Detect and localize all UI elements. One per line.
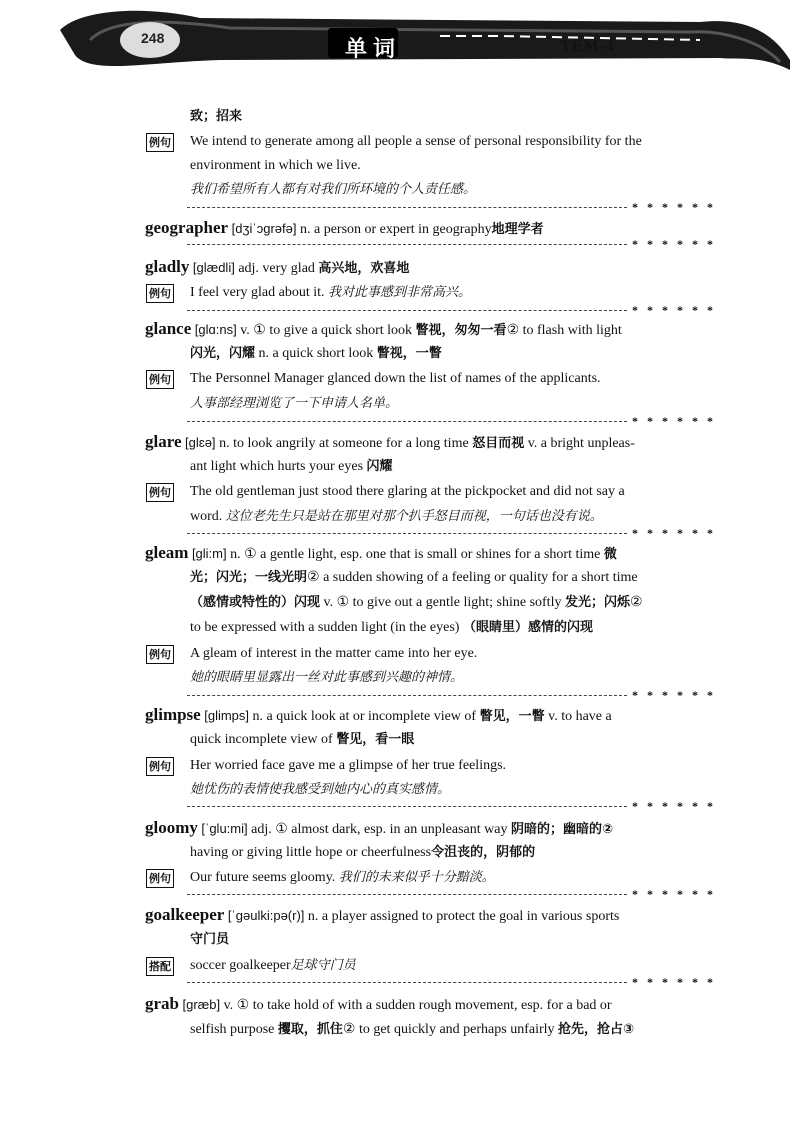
separator-stars: * * * * * * xyxy=(632,237,716,251)
definition-zh: 地理学者 xyxy=(491,222,544,237)
definition: adj. ① almost dark, esp. in an unpleasant way xyxy=(251,822,508,837)
example-badge: 例句 xyxy=(146,483,174,502)
headword: glare xyxy=(145,432,182,451)
definition-zh: 令沮丧的，阴郁的 xyxy=(431,845,536,860)
separator-stars: * * * * * * xyxy=(632,688,716,702)
example xyxy=(190,284,471,302)
example-en: I feel very glad about it. xyxy=(190,285,325,300)
entry-grab xyxy=(145,995,612,1015)
definition: v. ① to take hold of with a sudden rough movement, esp. for a bad or xyxy=(223,998,612,1013)
definition: selfish purpose xyxy=(190,1022,275,1037)
definition-zh: 微 xyxy=(603,547,617,562)
entry-gleam-cont xyxy=(190,619,593,637)
phonetic: [græb] xyxy=(182,997,221,1012)
phonetic: [glimps] xyxy=(204,708,250,723)
exam-tag: TEM-4 xyxy=(560,38,615,55)
collocation xyxy=(190,957,356,975)
entry-gladly xyxy=(145,258,409,278)
headword: glance xyxy=(145,319,192,338)
separator-line xyxy=(187,207,627,208)
collocation-zh: 足球守门员 xyxy=(290,958,356,973)
separator-stars: * * * * * * xyxy=(632,887,716,901)
definition-zh: 怒目而视 xyxy=(472,436,525,451)
phonetic: [glædli] xyxy=(192,260,235,275)
headword: gladly xyxy=(145,257,190,276)
separator-stars: * * * * * * xyxy=(632,975,716,989)
definition: quick incomplete view of xyxy=(190,732,333,747)
definition: to be expressed with a sudden light (in the eyes) xyxy=(190,620,460,635)
entry-glimpse xyxy=(145,706,612,726)
definition-zh: 瞥见，看一眼 xyxy=(336,732,415,747)
definition: ② xyxy=(629,595,643,610)
entry-gleam xyxy=(145,544,617,564)
separator-line xyxy=(187,806,627,807)
definition: v. to have a xyxy=(548,709,612,724)
definition-zh: 发光；闪烁 xyxy=(564,595,630,610)
entry-glance-cont xyxy=(190,345,442,363)
separator-stars: * * * * * * xyxy=(632,799,716,813)
definition: n. a person or expert in geography xyxy=(299,222,492,237)
phonetic: [gli:m] xyxy=(191,546,227,561)
example-badge: 例句 xyxy=(146,869,174,888)
page-header xyxy=(0,0,800,100)
separator-stars: * * * * * * xyxy=(632,414,716,428)
definition-zh: 攫取，抓住 xyxy=(277,1022,343,1037)
example-en: environment in which we live. xyxy=(190,158,361,173)
definition: ② to get quickly and perhaps unfairly xyxy=(342,1022,555,1037)
separator-stars: * * * * * * xyxy=(632,526,716,540)
example-en: word. xyxy=(190,509,223,524)
definition: ant light which hurts your eyes xyxy=(190,459,364,474)
definition-zh: 闪耀 xyxy=(366,459,393,474)
definition: ② a sudden showing of a feeling or quality for a short time xyxy=(307,570,638,585)
entry-goalkeeper xyxy=(145,906,619,926)
entry-glimpse-cont xyxy=(190,731,414,749)
definition-zh: 瞥视，匆匆一看 xyxy=(415,323,507,338)
entry-grab-cont xyxy=(190,1021,634,1039)
definition: n. a quick short look xyxy=(258,346,374,361)
phonetic: [glɑ:ns] xyxy=(194,322,237,337)
example-badge: 例句 xyxy=(146,370,174,389)
definition-zh: 抢先，抢占③ xyxy=(558,1022,635,1037)
headword: goalkeeper xyxy=(145,905,225,924)
example xyxy=(190,869,495,887)
example-en: Her worried face gave me a glimpse of her true feelings. xyxy=(190,758,507,773)
definition: v. a bright unpleas- xyxy=(527,436,635,451)
entry-gloomy xyxy=(145,819,613,839)
entry-gloomy-cont xyxy=(190,844,535,862)
collocation-en: soccer goalkeeper xyxy=(190,958,291,973)
definition-zh: 阴暗的；幽暗的② xyxy=(510,822,613,837)
definition: n. to look angrily at someone for a long time xyxy=(219,436,469,451)
collocation-badge: 搭配 xyxy=(146,957,174,976)
example-en: Our future seems gloomy. xyxy=(190,870,336,885)
definition: having or giving little hope or cheerfulness xyxy=(190,845,432,860)
definition: adj. very glad xyxy=(238,261,315,276)
example-en: We intend to generate among all people a sense of personal responsibility for the xyxy=(190,134,642,149)
separator-line xyxy=(187,894,627,895)
entry-geographer xyxy=(145,219,544,239)
separator-line xyxy=(187,695,627,696)
separator-line xyxy=(187,533,627,534)
definition-zh: 瞥见，一瞥 xyxy=(479,709,545,724)
definition-zh: 守门员 xyxy=(190,932,230,947)
definition: v. ① to give out a gentle light; shine softly xyxy=(323,595,562,610)
headword: geographer xyxy=(145,218,229,237)
definition-zh: 瞥视，一瞥 xyxy=(376,346,442,361)
phonetic: [glɛə] xyxy=(185,435,216,450)
entry-gleam-cont xyxy=(190,594,643,612)
headword: gleam xyxy=(145,543,189,562)
definition-zh: （眼睛里）感情的闪现 xyxy=(462,620,593,635)
headword: glimpse xyxy=(145,705,201,724)
definition-zh: 闪光，闪耀 xyxy=(190,346,256,361)
example-en: A gleam of interest in the matter came into her eye. xyxy=(190,646,478,661)
example-zh: 她的眼睛里显露出一丝对此事感到兴趣的神情。 xyxy=(190,670,464,685)
example-zh: 她忧伤的表情使我感受到她内心的真实感情。 xyxy=(190,782,451,797)
entry-glance xyxy=(145,320,622,340)
definition-zh: 光；闪光；一线光明 xyxy=(190,570,308,585)
example-badge: 例句 xyxy=(146,284,174,303)
example-zh: 我对此事感到非常高兴。 xyxy=(328,285,472,300)
phonetic: [ˈgəulki:pə(r)] xyxy=(227,908,305,923)
example xyxy=(190,508,603,526)
definition: ② to flash with light xyxy=(506,323,622,338)
definition: v. ① to give a quick short look xyxy=(240,323,413,338)
entry-gleam-cont xyxy=(190,569,638,587)
separator-line xyxy=(187,982,627,983)
continuation-zh: 致；招来 xyxy=(190,109,243,124)
example-en: The Personnel Manager glanced down the list of names of the applicants. xyxy=(190,371,601,386)
example-badge: 例句 xyxy=(146,645,174,664)
definition: n. a player assigned to protect the goal in various sports xyxy=(307,909,620,924)
example-zh: 我们希望所有人都有对我们所环境的个人责任感。 xyxy=(190,182,477,197)
definition-zh: （感情或特性的）闪现 xyxy=(190,595,321,610)
example-zh: 人事部经理浏览了一下申请人名单。 xyxy=(190,396,399,411)
separator-line xyxy=(187,310,627,311)
headword: gloomy xyxy=(145,818,198,837)
definition: n. ① a gentle light, esp. one that is small or shines for a short time xyxy=(230,547,601,562)
phonetic: [ˈglu:mi] xyxy=(201,821,248,836)
separator-line xyxy=(187,244,627,245)
separator-line xyxy=(187,421,627,422)
separator-stars: * * * * * * xyxy=(632,303,716,317)
definition-zh: 高兴地，欢喜地 xyxy=(318,261,410,276)
entry-glare xyxy=(145,433,635,453)
phonetic: [dʒiˈɔgrəfə] xyxy=(231,221,297,236)
example-badge: 例句 xyxy=(146,133,174,152)
example-zh: 这位老先生只是站在那里对那个扒手怒目而视，一句话也没有说。 xyxy=(225,509,603,524)
section-title: 单词 xyxy=(345,36,402,61)
example-zh: 我们的未来似乎十分黯淡。 xyxy=(338,870,495,885)
entry-glare-cont xyxy=(190,458,393,476)
example-en: The old gentleman just stood there glaring at the pickpocket and did not say a xyxy=(190,484,625,499)
page-number: 248 xyxy=(141,30,165,46)
separator-stars: * * * * * * xyxy=(632,200,716,214)
headword: grab xyxy=(145,994,179,1013)
example-badge: 例句 xyxy=(146,757,174,776)
definition: n. a quick look at or incomplete view of xyxy=(252,709,477,724)
